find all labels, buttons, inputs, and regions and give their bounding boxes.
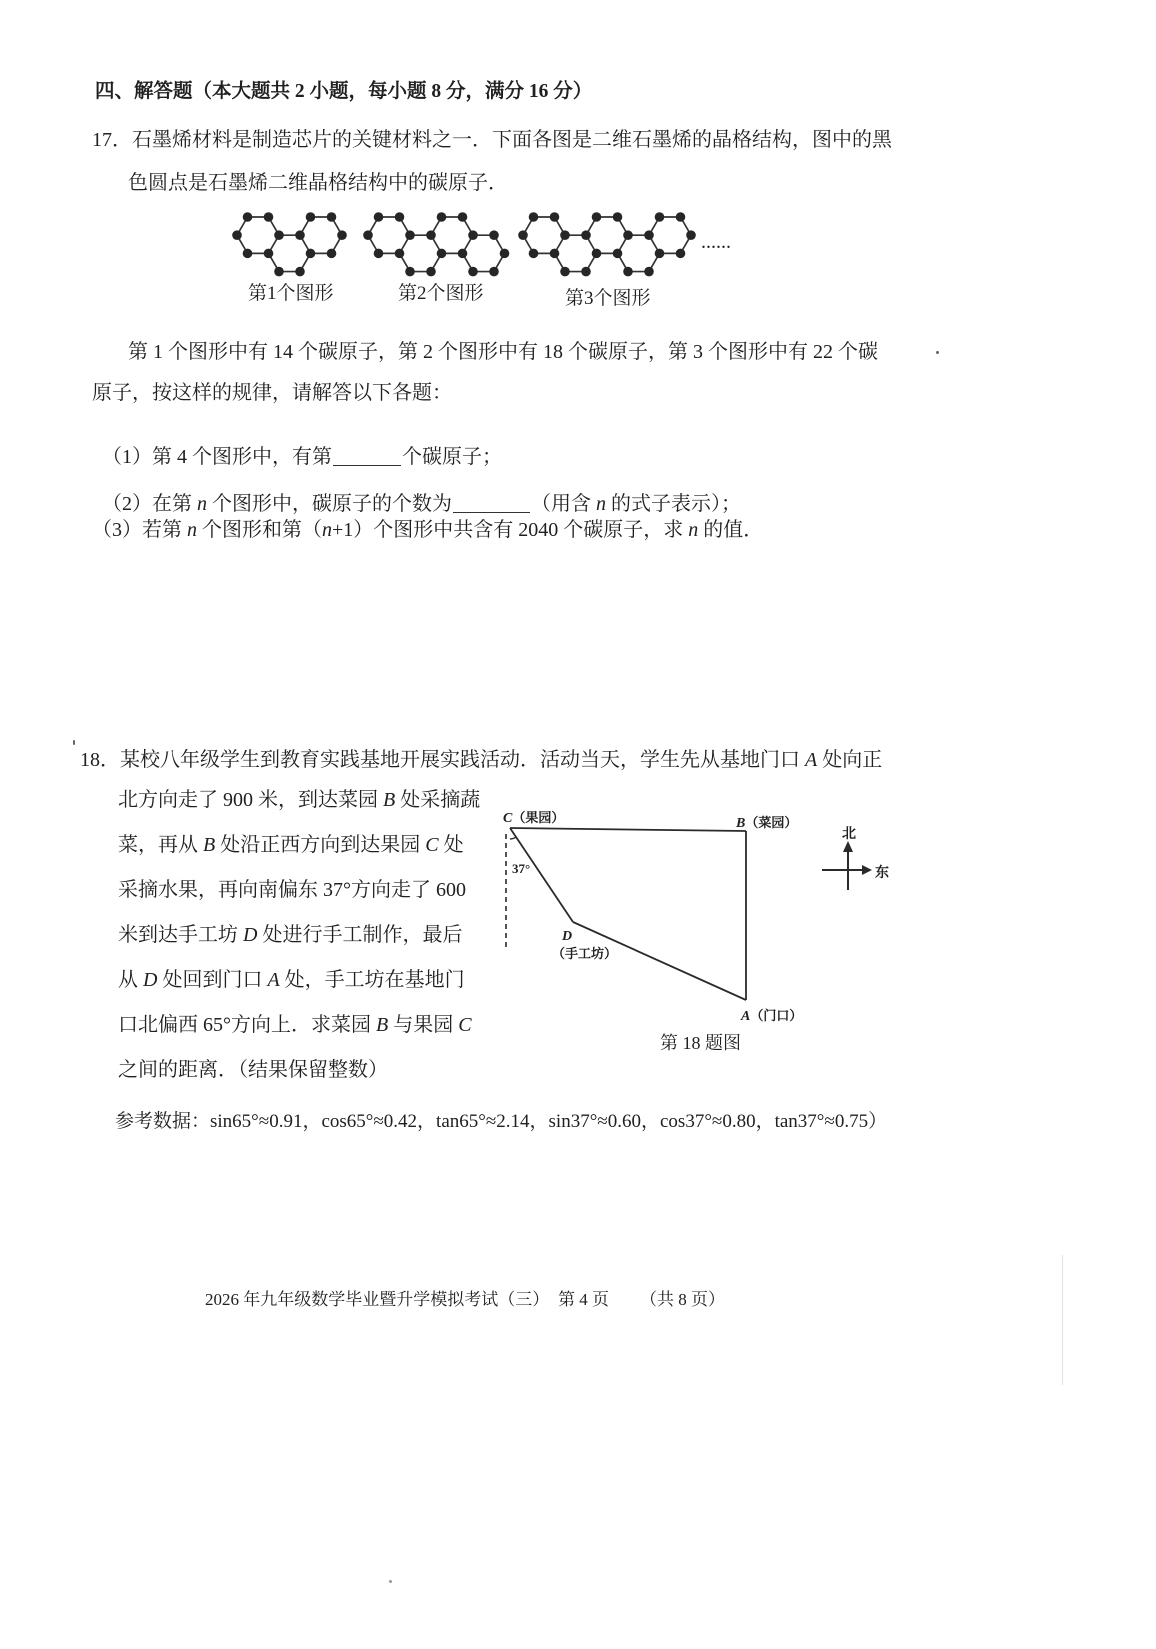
carbon-atom — [395, 249, 405, 259]
carbon-atom — [655, 212, 665, 222]
carbon-atom — [500, 249, 510, 259]
carbon-atom — [468, 230, 478, 240]
carbon-atom — [560, 267, 570, 277]
text-run: 口北偏西 65°方向上．求菜园 — [118, 1014, 376, 1036]
carbon-atom — [437, 212, 447, 222]
carbon-atom — [306, 212, 316, 222]
carbon-atom — [426, 267, 436, 277]
q17-info-line-1: 第 1 个图形中有 14 个碳原子，第 2 个图形中有 18 个碳原子，第 3 个图形中有 22 个碳 — [128, 341, 878, 363]
carbon-atom — [623, 230, 633, 240]
answer-blank-1 — [333, 448, 401, 466]
text-run: 处采摘蔬 — [395, 789, 481, 811]
text-run: 个图形中，碳原子的个数为 — [207, 493, 452, 515]
carbon-atom — [613, 249, 623, 259]
carbon-atom — [623, 267, 633, 277]
compass-icon — [822, 826, 889, 890]
carbon-atom — [686, 230, 696, 240]
point-a-letter: A — [741, 1009, 751, 1024]
carbon-atom — [337, 230, 347, 240]
math-variable: C — [458, 1014, 472, 1036]
segment-cb — [510, 828, 746, 831]
text-run: 的式子表示）； — [606, 493, 741, 515]
scan-speck — [936, 351, 939, 354]
carbon-atom — [437, 249, 447, 259]
math-variable: C — [425, 834, 439, 856]
text-run: +1）个图形中共含有 2040 个碳原子，求 — [332, 519, 689, 541]
carbon-atom — [655, 249, 665, 259]
q18-reference-data: 参考数据：sin65°≈0.91，cos65°≈0.42，tan65°≈2.14，sin37°≈0.60，cos37°≈0.80，tan37°≈0.75） — [115, 1111, 888, 1132]
text-run: 个图形和第（ — [197, 519, 322, 541]
q18-route-diagram — [490, 800, 910, 1060]
figure-3-label: 第3个图形 — [565, 288, 651, 309]
carbon-atom — [327, 249, 337, 259]
carbon-atom — [529, 212, 539, 222]
carbon-atom — [581, 230, 591, 240]
carbon-atom — [274, 230, 284, 240]
q17-part-1-after — [402, 446, 502, 468]
text-run: 个碳原子； — [402, 446, 502, 468]
scan-speck — [73, 740, 75, 745]
q17-part-1 — [92, 427, 502, 467]
point-d-letter: D — [562, 929, 573, 944]
q17-part-1-before — [102, 446, 332, 468]
point-b-place: （菜园） — [745, 815, 798, 830]
figure-1-label: 第1个图形 — [248, 283, 334, 304]
carbon-atom — [581, 267, 591, 277]
carbon-atom — [613, 212, 623, 222]
label-b — [735, 815, 797, 831]
north-arrow-icon — [843, 841, 853, 852]
carbon-atom — [592, 212, 602, 222]
east-arrow-icon — [862, 865, 872, 875]
math-variable: A — [805, 749, 818, 771]
carbon-atom — [468, 267, 478, 277]
q17-stem-line-2: 色圆点是石墨烯二维晶格结构中的碳原子． — [128, 172, 508, 194]
point-d-place: （手工坊） — [552, 946, 618, 961]
carbon-atom — [295, 230, 305, 240]
math-variable: n — [596, 493, 606, 515]
q17-part-2-before — [102, 493, 452, 515]
carbon-atom — [405, 230, 415, 240]
q18-line-3 — [118, 835, 464, 855]
q18-line-5 — [118, 925, 462, 945]
math-variable: n — [187, 519, 197, 541]
q18-figure-caption: 第 18 题图 — [660, 1033, 741, 1053]
carbon-atom — [327, 212, 337, 222]
q18-line-2 — [118, 790, 480, 810]
text-run: （用含 — [531, 493, 596, 515]
carbon-atom — [644, 267, 654, 277]
text-run: 从 — [118, 969, 143, 991]
text-run: 米到达手工坊 — [118, 924, 243, 946]
text-run: 处沿正西方向到达果园 — [215, 834, 426, 856]
q18-line-4 — [118, 880, 466, 900]
carbon-atom — [232, 230, 242, 240]
carbon-atom — [243, 249, 253, 259]
text-run: 北方向走了 900 米，到达菜园 — [118, 789, 383, 811]
figure-2-label: 第2个图形 — [398, 283, 484, 304]
footer-page-number: 第 4 页 — [558, 1290, 609, 1309]
carbon-atom — [374, 212, 384, 222]
graphene-figure-3 — [518, 212, 696, 276]
text-run: （3）若第 — [92, 519, 187, 541]
math-variable: B — [203, 834, 216, 856]
text-run: 菜，再从 — [118, 834, 203, 856]
compass-east-label: 东 — [875, 866, 889, 881]
carbon-atom — [489, 267, 499, 277]
carbon-atom — [243, 212, 253, 222]
q17-info-line-2: 原子，按这样的规律，请解答以下各题： — [92, 382, 452, 404]
q18-line-6 — [118, 970, 465, 990]
carbon-atom — [592, 249, 602, 259]
carbon-atom — [529, 249, 539, 259]
carbon-atom — [550, 212, 560, 222]
text-run: 的值． — [698, 519, 764, 541]
math-variable: B — [376, 1014, 389, 1036]
text-run: 处向正 — [817, 749, 883, 771]
point-b-letter: B — [736, 816, 746, 831]
carbon-atom — [676, 212, 686, 222]
text-run: 处进行手工制作，最后 — [257, 924, 463, 946]
carbon-atom — [306, 249, 316, 259]
q18-line-1 — [80, 750, 882, 770]
text-run: 处 — [438, 834, 464, 856]
section-header: 四、解答题（本大题共 2 小题，每小题 8 分，满分 16 分） — [95, 81, 593, 102]
footer-total-pages: （共 8 页） — [640, 1290, 725, 1309]
math-variable: B — [383, 789, 396, 811]
q17-part-2-after — [531, 493, 741, 515]
carbon-atom — [405, 267, 415, 277]
carbon-atom — [295, 267, 305, 277]
carbon-atom — [374, 249, 384, 259]
text-run: 与果园 — [388, 1014, 459, 1036]
angle-label: 37° — [512, 861, 531, 876]
text-run: 之间的距离．（结果保留整数） — [118, 1059, 388, 1081]
carbon-atom — [264, 249, 274, 259]
scan-speck — [389, 1580, 392, 1583]
graphene-figure-2 — [363, 212, 509, 276]
q18-line-8 — [118, 1060, 388, 1080]
answer-blank-2 — [453, 495, 530, 513]
text-run: 18．某校八年级学生到教育实践基地开展实践活动．活动当天，学生先从基地门口 — [80, 749, 805, 771]
continuation-ellipsis: ...... — [701, 231, 731, 253]
graphene-figure-1 — [232, 212, 347, 276]
label-c — [503, 810, 564, 826]
text-run: （2）在第 — [102, 493, 197, 515]
carbon-atom — [264, 212, 274, 222]
carbon-atom — [458, 249, 468, 259]
text-run: 处，手工坊在基地门 — [279, 969, 465, 991]
math-variable: n — [688, 519, 699, 541]
scan-edge-line — [1062, 1255, 1063, 1385]
math-variable: A — [267, 969, 280, 991]
carbon-atom — [550, 249, 560, 259]
footer-exam-title: 2026 年九年级数学毕业暨升学模拟考试（三） — [205, 1290, 550, 1309]
graphene-lattice-figures — [230, 205, 740, 285]
text-run: 采摘水果，再向南偏东 37°方向走了 600 — [118, 879, 466, 901]
point-a-place: （门口） — [750, 1008, 803, 1023]
label-a — [740, 1008, 802, 1024]
carbon-atom — [644, 230, 654, 240]
math-variable: D — [143, 969, 158, 991]
carbon-atom — [363, 230, 373, 240]
math-variable: D — [243, 924, 258, 946]
math-variable: n — [197, 493, 207, 515]
compass-north-label: 北 — [842, 827, 856, 842]
math-variable: n — [322, 519, 332, 541]
carbon-atom — [395, 212, 405, 222]
segment-ad — [573, 922, 746, 1000]
carbon-atom — [489, 230, 499, 240]
carbon-atom — [676, 249, 686, 259]
text-run: 处回到门口 — [157, 969, 268, 991]
q17-part-3 — [92, 520, 763, 540]
q18-line-7 — [118, 1015, 472, 1035]
carbon-atom — [458, 212, 468, 222]
point-c-letter: C — [503, 811, 513, 826]
point-c-place: （果园） — [512, 810, 565, 825]
carbon-atom — [560, 230, 570, 240]
carbon-atom — [274, 267, 284, 277]
angle-arc — [510, 837, 516, 839]
carbon-atom — [518, 230, 528, 240]
carbon-atom — [426, 230, 436, 240]
q17-part-2 — [92, 474, 741, 514]
q17-stem-line-1: 17．石墨烯材料是制造芯片的关键材料之一．下面各图是二维石墨烯的晶格结构，图中的黑 — [92, 129, 892, 151]
text-run: （1）第 4 个图形中，有第 — [102, 446, 332, 468]
